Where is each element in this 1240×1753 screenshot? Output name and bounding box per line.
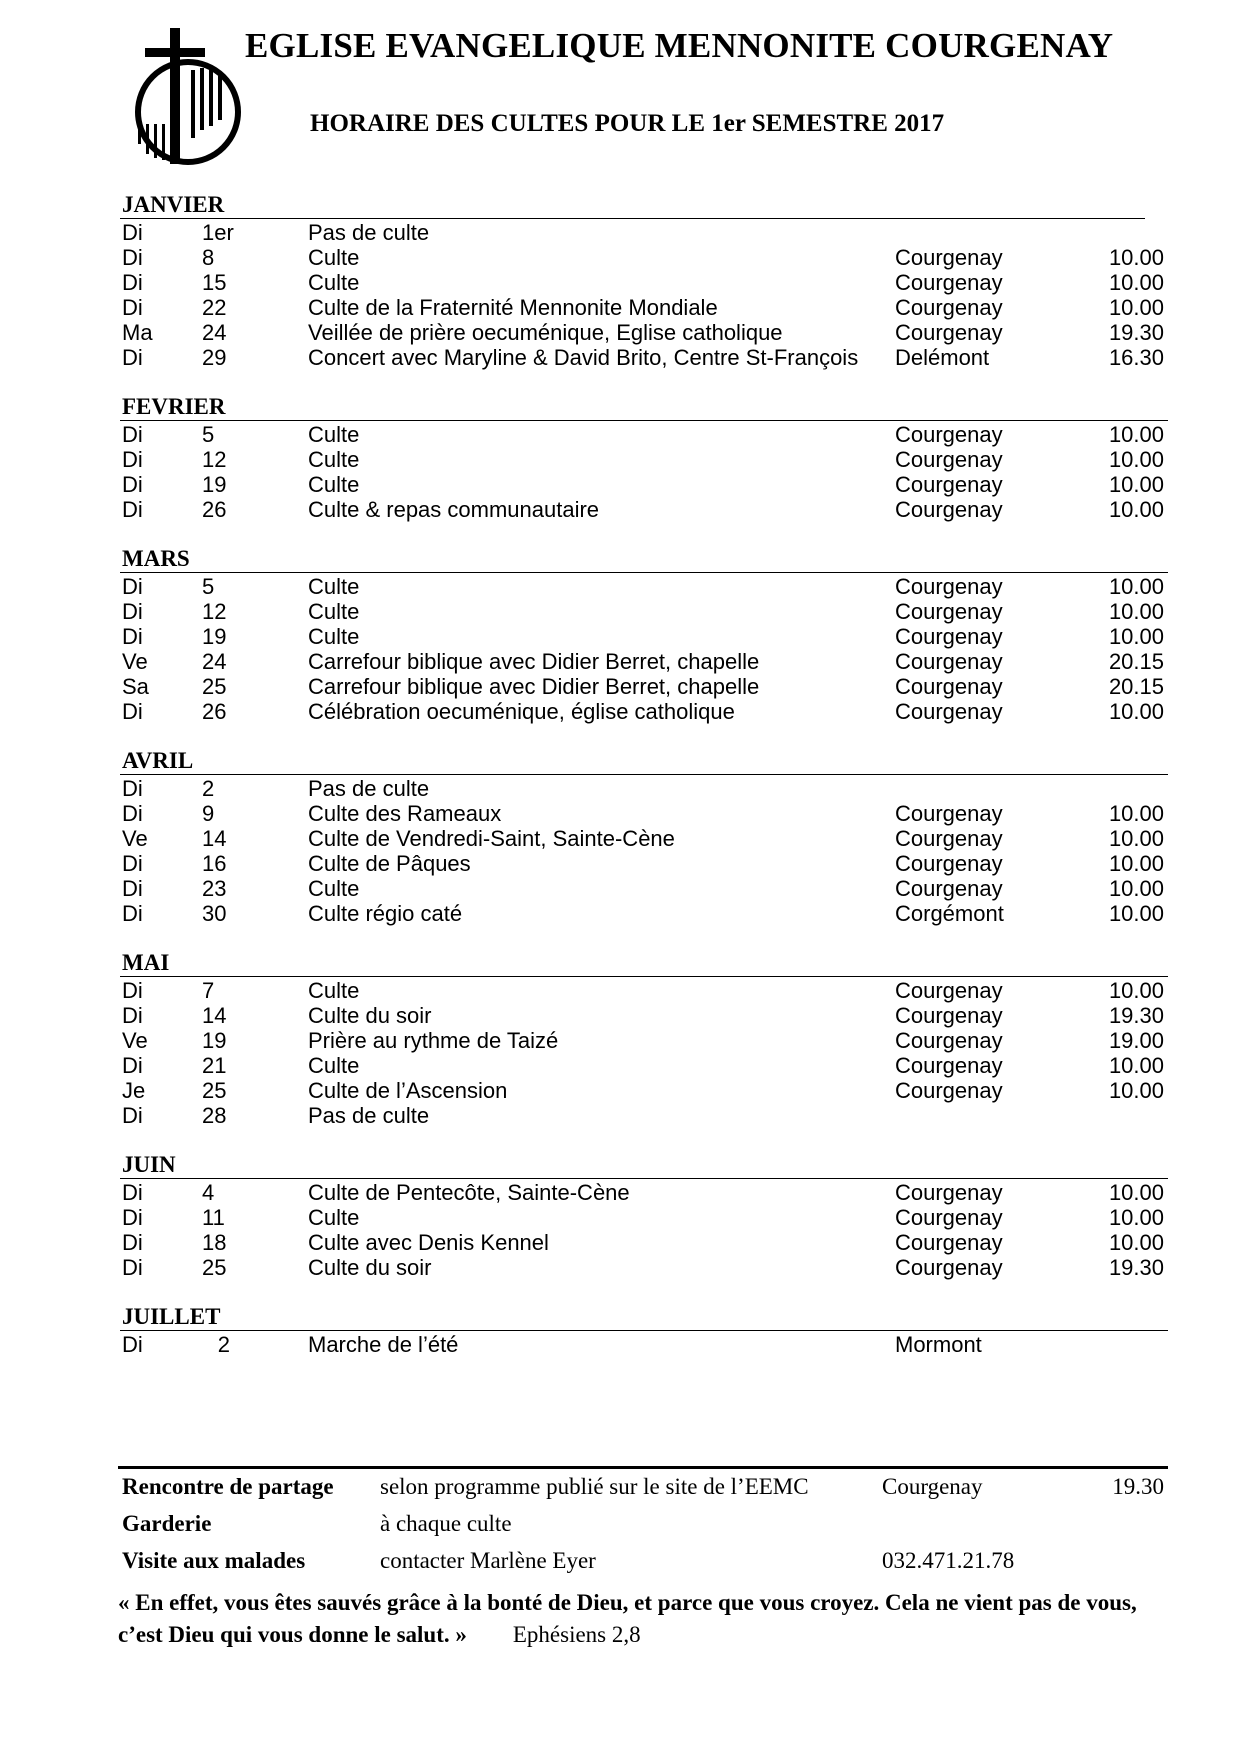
date: 9 <box>202 801 215 826</box>
info-label: Visite aux malades <box>122 1548 306 1573</box>
event-description: Carrefour biblique avec Didier Berret, chapelle <box>308 674 760 699</box>
event-location: Courgenay <box>895 826 1003 851</box>
footer-divider <box>118 1466 1168 1469</box>
event-time: 10.00 <box>1108 851 1164 876</box>
weekday: Di <box>122 220 143 245</box>
event-time: 10.00 <box>1108 624 1164 649</box>
schedule-row <box>120 801 1168 826</box>
schedule-row <box>120 776 1168 801</box>
schedule-row <box>120 345 1168 370</box>
month-section-juin <box>120 1152 1168 1280</box>
event-description: Pas de culte <box>308 776 430 801</box>
event-time: 10.00 <box>1108 599 1164 624</box>
date: 26 <box>202 699 227 724</box>
date: 12 <box>202 599 227 624</box>
event-description: Culte du soir <box>308 1255 432 1280</box>
schedule-row <box>120 1028 1168 1053</box>
info-desc: contacter Marlène Eyer <box>380 1548 596 1573</box>
event-time: 10.00 <box>1108 801 1164 826</box>
event-time: 10.00 <box>1108 1180 1164 1205</box>
event-description: Culte <box>308 270 360 295</box>
weekday: Di <box>122 1053 143 1078</box>
weekday: Di <box>122 1230 143 1255</box>
event-description: Célébration oecuménique, église catholique <box>308 699 735 724</box>
event-location: Courgenay <box>895 1078 1003 1103</box>
event-description: Culte de Pâques <box>308 851 471 876</box>
event-location: Courgenay <box>895 1180 1003 1205</box>
event-description: Culte & repas communautaire <box>308 497 600 522</box>
weekday: Ma <box>122 320 153 345</box>
weekday: Di <box>122 1255 143 1280</box>
date: 30 <box>202 901 227 926</box>
weekday: Ve <box>122 826 148 851</box>
event-location: Courgenay <box>895 876 1003 901</box>
info-label: Garderie <box>122 1511 212 1536</box>
event-location: Courgenay <box>895 1230 1003 1255</box>
weekday: Di <box>122 978 143 1003</box>
event-location: Courgenay <box>895 1028 1003 1053</box>
event-description: Pas de culte <box>308 1103 430 1128</box>
event-time: 10.00 <box>1108 1053 1164 1078</box>
weekday: Ve <box>122 649 148 674</box>
weekday: Di <box>122 1180 143 1205</box>
event-location: Courgenay <box>895 1003 1003 1028</box>
weekday: Di <box>122 1103 143 1128</box>
event-description: Culte <box>308 422 360 447</box>
month-divider <box>120 420 1168 421</box>
event-location: Courgenay <box>895 422 1003 447</box>
event-time: 20.15 <box>1108 649 1164 674</box>
schedule-row <box>120 876 1168 901</box>
event-location: Courgenay <box>895 699 1003 724</box>
month-section-janvier <box>120 192 1168 370</box>
date: 21 <box>202 1053 227 1078</box>
event-location: Courgenay <box>895 472 1003 497</box>
month-section-mai <box>120 950 1168 1128</box>
weekday: Di <box>122 851 143 876</box>
month-heading: JANVIER <box>122 192 225 217</box>
schedule-row <box>120 1003 1168 1028</box>
event-description: Culte <box>308 447 360 472</box>
event-description: Culte <box>308 1053 360 1078</box>
event-description: Marche de l’été <box>308 1332 459 1357</box>
date: 25 <box>202 1078 227 1103</box>
schedule-row <box>120 978 1168 1003</box>
month-heading: AVRIL <box>122 748 194 773</box>
schedule-row <box>120 497 1168 522</box>
event-description: Prière au rythme de Taizé <box>308 1028 559 1053</box>
event-description: Culte de Vendredi-Saint, Sainte-Cène <box>308 826 675 851</box>
event-description: Culte <box>308 876 360 901</box>
schedule-row <box>120 1230 1168 1255</box>
info-phone: 032.471.21.78 <box>882 1548 1015 1573</box>
schedule-row <box>120 245 1168 270</box>
event-time: 10.00 <box>1108 574 1164 599</box>
event-time: 10.00 <box>1108 422 1164 447</box>
event-time: 10.00 <box>1108 497 1164 522</box>
event-location: Courgenay <box>895 1255 1003 1280</box>
schedule-row <box>120 1332 1168 1357</box>
schedule-row <box>120 574 1168 599</box>
schedule-row <box>120 270 1168 295</box>
event-description: Culte avec Denis Kennel <box>308 1230 549 1255</box>
event-location: Courgenay <box>895 270 1003 295</box>
schedule-row <box>120 901 1168 926</box>
event-location: Corgémont <box>895 901 1004 926</box>
event-time: 10.00 <box>1108 901 1164 926</box>
schedule-row <box>120 295 1168 320</box>
date: 23 <box>202 876 227 901</box>
event-time: 10.00 <box>1108 1078 1164 1103</box>
event-description: Culte <box>308 1205 360 1230</box>
event-location: Courgenay <box>895 295 1003 320</box>
schedule-row <box>120 699 1168 724</box>
info-row-rencontre <box>122 1474 1168 1504</box>
date: 14 <box>202 1003 227 1028</box>
event-location: Courgenay <box>895 649 1003 674</box>
month-heading: MARS <box>122 546 190 571</box>
info-time: 19.30 <box>1112 1474 1164 1499</box>
info-row-visite <box>122 1548 1168 1578</box>
schedule-row <box>120 1053 1168 1078</box>
month-section-avril <box>120 748 1168 926</box>
schedule-row <box>120 1103 1168 1128</box>
event-time: 10.00 <box>1108 826 1164 851</box>
event-location: Courgenay <box>895 1205 1003 1230</box>
weekday: Di <box>122 345 143 370</box>
weekday: Di <box>122 599 143 624</box>
date: 24 <box>202 320 227 345</box>
month-section-fevrier <box>120 394 1168 522</box>
schedule-row <box>120 320 1168 345</box>
schedule-row <box>120 599 1168 624</box>
event-location: Courgenay <box>895 245 1003 270</box>
event-description: Culte <box>308 472 360 497</box>
event-description: Culte <box>308 574 360 599</box>
schedule-row <box>120 674 1168 699</box>
event-location: Courgenay <box>895 497 1003 522</box>
event-location: Courgenay <box>895 447 1003 472</box>
weekday: Di <box>122 876 143 901</box>
schedule-row <box>120 649 1168 674</box>
event-description: Culte de la Fraternité Mennonite Mondiale <box>308 295 718 320</box>
weekday: Di <box>122 245 143 270</box>
event-time: 19.30 <box>1108 1003 1164 1028</box>
event-location: Courgenay <box>895 320 1003 345</box>
month-divider <box>120 774 1168 775</box>
schedule-row <box>120 851 1168 876</box>
event-description: Culte de l’Ascension <box>308 1078 508 1103</box>
event-time: 10.00 <box>1108 270 1164 295</box>
schedule-row <box>120 472 1168 497</box>
schedule-row <box>120 1205 1168 1230</box>
event-description: Culte de Pentecôte, Sainte-Cène <box>308 1180 630 1205</box>
date: 24 <box>202 649 227 674</box>
event-time: 10.00 <box>1108 1205 1164 1230</box>
weekday: Di <box>122 1332 143 1357</box>
church-name: EGLISE EVANGELIQUE MENNONITE COURGENAY <box>245 26 1114 65</box>
event-time: 10.00 <box>1108 295 1164 320</box>
date: 19 <box>202 624 227 649</box>
date: 22 <box>202 295 227 320</box>
event-description: Veillée de prière oecuménique, Eglise catholique <box>308 320 783 345</box>
event-description: Culte <box>308 624 360 649</box>
event-time: 20.15 <box>1108 674 1164 699</box>
event-time: 19.30 <box>1108 320 1164 345</box>
date: 1er <box>202 220 234 245</box>
date: 15 <box>202 270 227 295</box>
month-divider <box>120 1330 1168 1331</box>
event-time: 16.30 <box>1108 345 1164 370</box>
weekday: Di <box>122 447 143 472</box>
info-label: Rencontre de partage <box>122 1474 334 1499</box>
schedule-list <box>120 192 1168 1381</box>
event-description: Carrefour biblique avec Didier Berret, chapelle <box>308 649 760 674</box>
weekday: Di <box>122 1003 143 1028</box>
event-description: Culte <box>308 599 360 624</box>
schedule-title: HORAIRE DES CULTES POUR LE 1er SEMESTRE 2017 <box>310 110 945 137</box>
date: 8 <box>202 245 215 270</box>
date: 4 <box>202 1180 215 1205</box>
event-description: Culte <box>308 978 360 1003</box>
weekday: Di <box>122 1205 143 1230</box>
month-divider <box>120 976 1168 977</box>
event-time: 10.00 <box>1108 472 1164 497</box>
month-divider <box>120 572 1168 573</box>
event-location: Courgenay <box>895 624 1003 649</box>
month-divider <box>120 1178 1168 1179</box>
event-description: Culte <box>308 245 360 270</box>
weekday: Je <box>122 1078 146 1103</box>
weekday: Di <box>122 472 143 497</box>
date: 14 <box>202 826 227 851</box>
weekday: Di <box>122 699 143 724</box>
event-description: Culte régio caté <box>308 901 463 926</box>
event-location: Courgenay <box>895 574 1003 599</box>
date: 26 <box>202 497 227 522</box>
date: 28 <box>202 1103 227 1128</box>
date: 19 <box>202 1028 227 1053</box>
event-time: 10.00 <box>1108 978 1164 1003</box>
event-location: Courgenay <box>895 978 1003 1003</box>
event-location: Courgenay <box>895 674 1003 699</box>
event-time: 10.00 <box>1108 1230 1164 1255</box>
event-description: Culte du soir <box>308 1003 432 1028</box>
schedule-row <box>120 447 1168 472</box>
month-section-mars <box>120 546 1168 724</box>
event-location: Courgenay <box>895 851 1003 876</box>
event-location: Delémont <box>895 345 990 370</box>
event-time: 10.00 <box>1108 447 1164 472</box>
event-description: Concert avec Maryline & David Brito, Centre St-François <box>308 345 859 370</box>
event-time: 10.00 <box>1108 876 1164 901</box>
event-location: Courgenay <box>895 599 1003 624</box>
event-time: 10.00 <box>1108 245 1164 270</box>
date: 29 <box>202 345 227 370</box>
weekday: Di <box>122 497 143 522</box>
date: 16 <box>202 851 227 876</box>
quote-reference: Ephésiens 2,8 <box>512 1622 641 1647</box>
weekday: Di <box>122 270 143 295</box>
event-description: Pas de culte <box>308 220 430 245</box>
schedule-row <box>120 1078 1168 1103</box>
schedule-row <box>120 422 1168 447</box>
church-logo-icon <box>130 28 248 168</box>
month-heading: FEVRIER <box>122 394 226 419</box>
date: 7 <box>202 978 215 1003</box>
date: 5 <box>202 574 215 599</box>
info-row-garderie <box>122 1511 1168 1541</box>
date: 12 <box>202 447 227 472</box>
event-location: Courgenay <box>895 801 1003 826</box>
info-desc: à chaque culte <box>380 1511 512 1536</box>
date: 25 <box>202 674 227 699</box>
quote-text: « En effet, vous êtes sauvés grâce à la bonté de Dieu, et parce que vous croyez. Cela ne vient pas de vous, c’est Dieu qui vous donne le salut. » <box>118 1590 1137 1647</box>
month-heading: JUIN <box>122 1152 176 1177</box>
date: 2 <box>217 1332 230 1357</box>
month-heading: MAI <box>122 950 170 975</box>
weekday: Sa <box>122 674 149 699</box>
date: 5 <box>202 422 215 447</box>
weekday: Di <box>122 901 143 926</box>
weekday: Di <box>122 801 143 826</box>
weekday: Di <box>122 624 143 649</box>
date: 18 <box>202 1230 227 1255</box>
bible-quote <box>118 1587 1178 1651</box>
info-desc: selon programme publié sur le site de l’EEMC <box>380 1474 809 1499</box>
schedule-row <box>120 826 1168 851</box>
weekday: Di <box>122 295 143 320</box>
month-heading: JUILLET <box>122 1304 221 1329</box>
weekday: Di <box>122 422 143 447</box>
weekday: Ve <box>122 1028 148 1053</box>
schedule-row <box>120 1180 1168 1205</box>
event-time: 19.30 <box>1108 1255 1164 1280</box>
event-location: Mormont <box>895 1332 982 1357</box>
event-location: Courgenay <box>895 1053 1003 1078</box>
month-section-juillet <box>120 1304 1168 1357</box>
weekday: Di <box>122 776 143 801</box>
date: 11 <box>202 1205 225 1230</box>
info-place: Courgenay <box>882 1474 983 1499</box>
schedule-row <box>120 1255 1168 1280</box>
schedule-row <box>120 624 1168 649</box>
date: 2 <box>202 776 215 801</box>
event-time: 10.00 <box>1108 699 1164 724</box>
date: 25 <box>202 1255 227 1280</box>
month-divider <box>120 218 1145 219</box>
schedule-row <box>120 220 1168 245</box>
event-time: 19.00 <box>1108 1028 1164 1053</box>
weekday: Di <box>122 574 143 599</box>
event-description: Culte des Rameaux <box>308 801 502 826</box>
date: 19 <box>202 472 227 497</box>
